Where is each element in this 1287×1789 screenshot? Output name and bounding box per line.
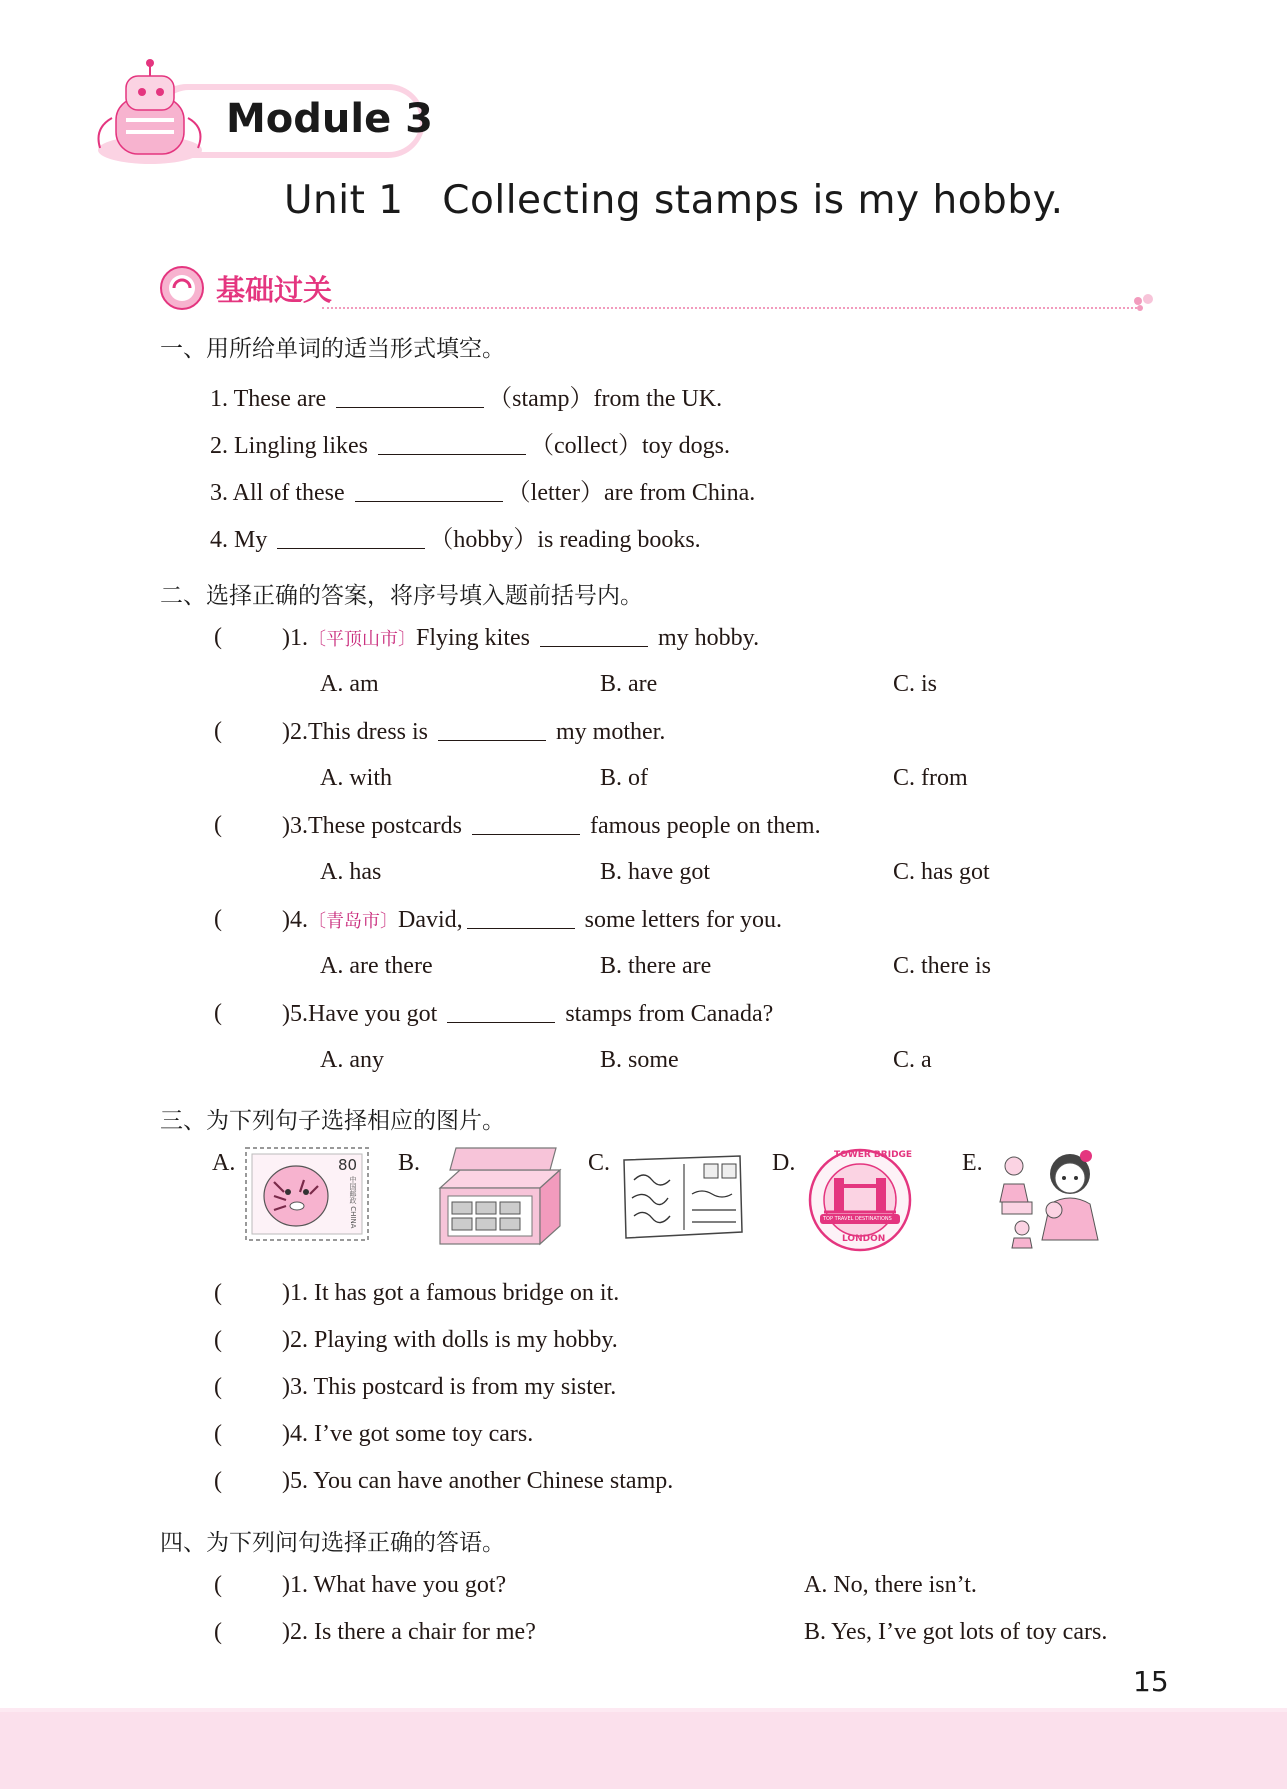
- q3-heading: 三、为下列句子选择相应的图片。: [160, 1108, 505, 1134]
- q4-answer-a: A. No, there isn’t.: [804, 1572, 977, 1598]
- q1-item-2: [210, 425, 730, 460]
- q2-item-2-text: This dress is: [308, 719, 428, 745]
- q3-item-1: )1. It has got a famous bridge on it.: [282, 1280, 620, 1306]
- option-a: A. any: [320, 1047, 384, 1073]
- picture-label-a: A.: [212, 1150, 236, 1176]
- picture-label-e: E.: [962, 1150, 983, 1176]
- q2-heading: 二、选择正确的答案，将序号填入题前括号内。: [160, 583, 643, 609]
- q2-item-2-text-end: my mother.: [556, 719, 666, 745]
- answer-paren[interactable]: (: [214, 1280, 222, 1306]
- answer-paren[interactable]: (: [214, 1000, 222, 1026]
- stamp-country: 中国邮政 CHINA: [349, 1176, 357, 1229]
- q1-item-3-text: 3. All of these: [210, 480, 345, 506]
- stamp-value: 80: [338, 1156, 358, 1174]
- q4-heading: 四、为下列问句选择正确的答语。: [160, 1530, 505, 1556]
- q2-item-3-text-end: famous people on them.: [589, 813, 821, 839]
- answer-paren[interactable]: (: [214, 1327, 222, 1353]
- q3-item-4: )4. I’ve got some toy cars.: [282, 1421, 534, 1447]
- q3-item-3: )3. This postcard is from my sister.: [282, 1374, 617, 1400]
- q2-item-4-text-end: some letters for you.: [584, 907, 782, 933]
- q2-item-1-number: )1.: [282, 625, 308, 651]
- answer-blank[interactable]: [355, 479, 503, 502]
- option-b: B. are: [600, 671, 658, 697]
- toy-car-box-icon: [430, 1144, 566, 1252]
- option-c: C. from: [893, 765, 968, 791]
- answer-paren[interactable]: (: [214, 1468, 222, 1494]
- answer-blank: [438, 718, 546, 741]
- q1-item-3-hint: （letter）are from China.: [506, 480, 756, 506]
- footer-band: [0, 1712, 1287, 1789]
- option-a: A. are there: [320, 953, 433, 979]
- q1-item-4-hint: （hobby）is reading books.: [429, 527, 701, 553]
- robot-mascot-icon: [82, 58, 222, 168]
- answer-paren[interactable]: (: [214, 1572, 222, 1598]
- page-number: 15: [1133, 1665, 1169, 1698]
- answer-blank[interactable]: [378, 432, 526, 455]
- option-b: B. have got: [600, 859, 710, 885]
- q2-item-2-number: )2.: [282, 719, 308, 745]
- q2-item-1: [282, 624, 759, 652]
- answer-paren[interactable]: (: [214, 1619, 222, 1645]
- q2-item-2: [282, 718, 665, 746]
- q3-item-5: )5. You can have another Chinese stamp.: [282, 1468, 674, 1494]
- tower-bridge-seal-icon: [804, 1148, 916, 1252]
- seal-middle-text: TOP TRAVEL DESTINATIONS: [823, 1216, 892, 1222]
- q1-item-1-text: 1. These are: [210, 386, 327, 412]
- option-c: C. is: [893, 671, 938, 697]
- option-b: B. of: [600, 765, 648, 791]
- q2-item-4: [282, 906, 782, 934]
- q1-item-3: [210, 472, 755, 507]
- option-c: C. a: [893, 1047, 932, 1073]
- q1-item-2-hint: （collect）toy dogs.: [530, 433, 730, 459]
- divider-dots-icon: [1132, 292, 1162, 312]
- answer-paren[interactable]: (: [214, 1374, 222, 1400]
- q1-item-4-text: 4. My: [210, 527, 268, 553]
- q2-item-5-text: Have you got: [308, 1001, 438, 1027]
- picture-label-b: B.: [398, 1150, 421, 1176]
- q2-item-1-text: Flying kites: [416, 625, 531, 651]
- seal-top-text: TOWER BRIDGE: [834, 1150, 913, 1160]
- q2-item-1-text-end: my hobby.: [658, 625, 760, 651]
- answer-paren[interactable]: (: [214, 812, 222, 838]
- picture-label-d: D.: [772, 1150, 796, 1176]
- girl-with-dolls-icon: [994, 1144, 1106, 1252]
- option-a: A. with: [320, 765, 392, 791]
- module-title: Module 3: [226, 96, 433, 142]
- source-tag: 〔青岛市〕: [308, 911, 398, 932]
- option-a: A. am: [320, 671, 379, 697]
- q3-item-2: )2. Playing with dolls is my hobby.: [282, 1327, 618, 1353]
- answer-blank: [467, 906, 575, 929]
- q4-answer-b: B. Yes, I’ve got lots of toy cars.: [804, 1619, 1108, 1645]
- option-c: C. has got: [893, 859, 990, 885]
- answer-paren[interactable]: (: [214, 906, 222, 932]
- answer-paren[interactable]: (: [214, 1421, 222, 1447]
- q1-item-1-hint: （stamp）from the UK.: [488, 386, 723, 412]
- option-b: B. some: [600, 1047, 679, 1073]
- option-c: C. there is: [893, 953, 991, 979]
- option-a: A. has: [320, 859, 382, 885]
- q4-question-2: )2. Is there a chair for me?: [282, 1619, 536, 1645]
- section-title: 基础过关: [216, 273, 333, 307]
- postcard-icon: [620, 1152, 746, 1242]
- seal-bottom-text: LONDON: [842, 1234, 886, 1244]
- answer-blank[interactable]: [277, 526, 425, 549]
- option-b: B. there are: [600, 953, 712, 979]
- q1-item-1: [210, 378, 722, 413]
- q2-item-5-text-end: stamps from Canada?: [565, 1001, 774, 1027]
- q2-item-3-number: )3.: [282, 813, 308, 839]
- answer-paren[interactable]: (: [214, 718, 222, 744]
- q2-item-3: [282, 812, 821, 840]
- answer-blank: [447, 1000, 555, 1023]
- unit-title: Unit 1 Collecting stamps is my hobby.: [284, 178, 1064, 223]
- section-divider: [322, 307, 1137, 309]
- answer-blank[interactable]: [336, 385, 484, 408]
- q2-item-3-text: These postcards: [308, 813, 462, 839]
- q2-item-5: [282, 1000, 773, 1028]
- q1-item-4: [210, 519, 701, 554]
- answer-blank: [472, 812, 580, 835]
- source-tag: 〔平顶山市〕: [308, 629, 416, 650]
- tiger-stamp-icon: [244, 1146, 370, 1242]
- answer-paren[interactable]: (: [214, 624, 222, 650]
- q2-item-4-text: David,: [398, 907, 463, 933]
- section-badge-icon: [158, 264, 208, 314]
- q1-heading: 一、用所给单词的适当形式填空。: [160, 336, 505, 362]
- q1-item-2-text: 2. Lingling likes: [210, 433, 368, 459]
- answer-blank: [540, 624, 648, 647]
- q2-item-5-number: )5.: [282, 1001, 308, 1027]
- q4-question-1: )1. What have you got?: [282, 1572, 507, 1598]
- q2-item-4-number: )4.: [282, 907, 308, 933]
- picture-label-c: C.: [588, 1150, 611, 1176]
